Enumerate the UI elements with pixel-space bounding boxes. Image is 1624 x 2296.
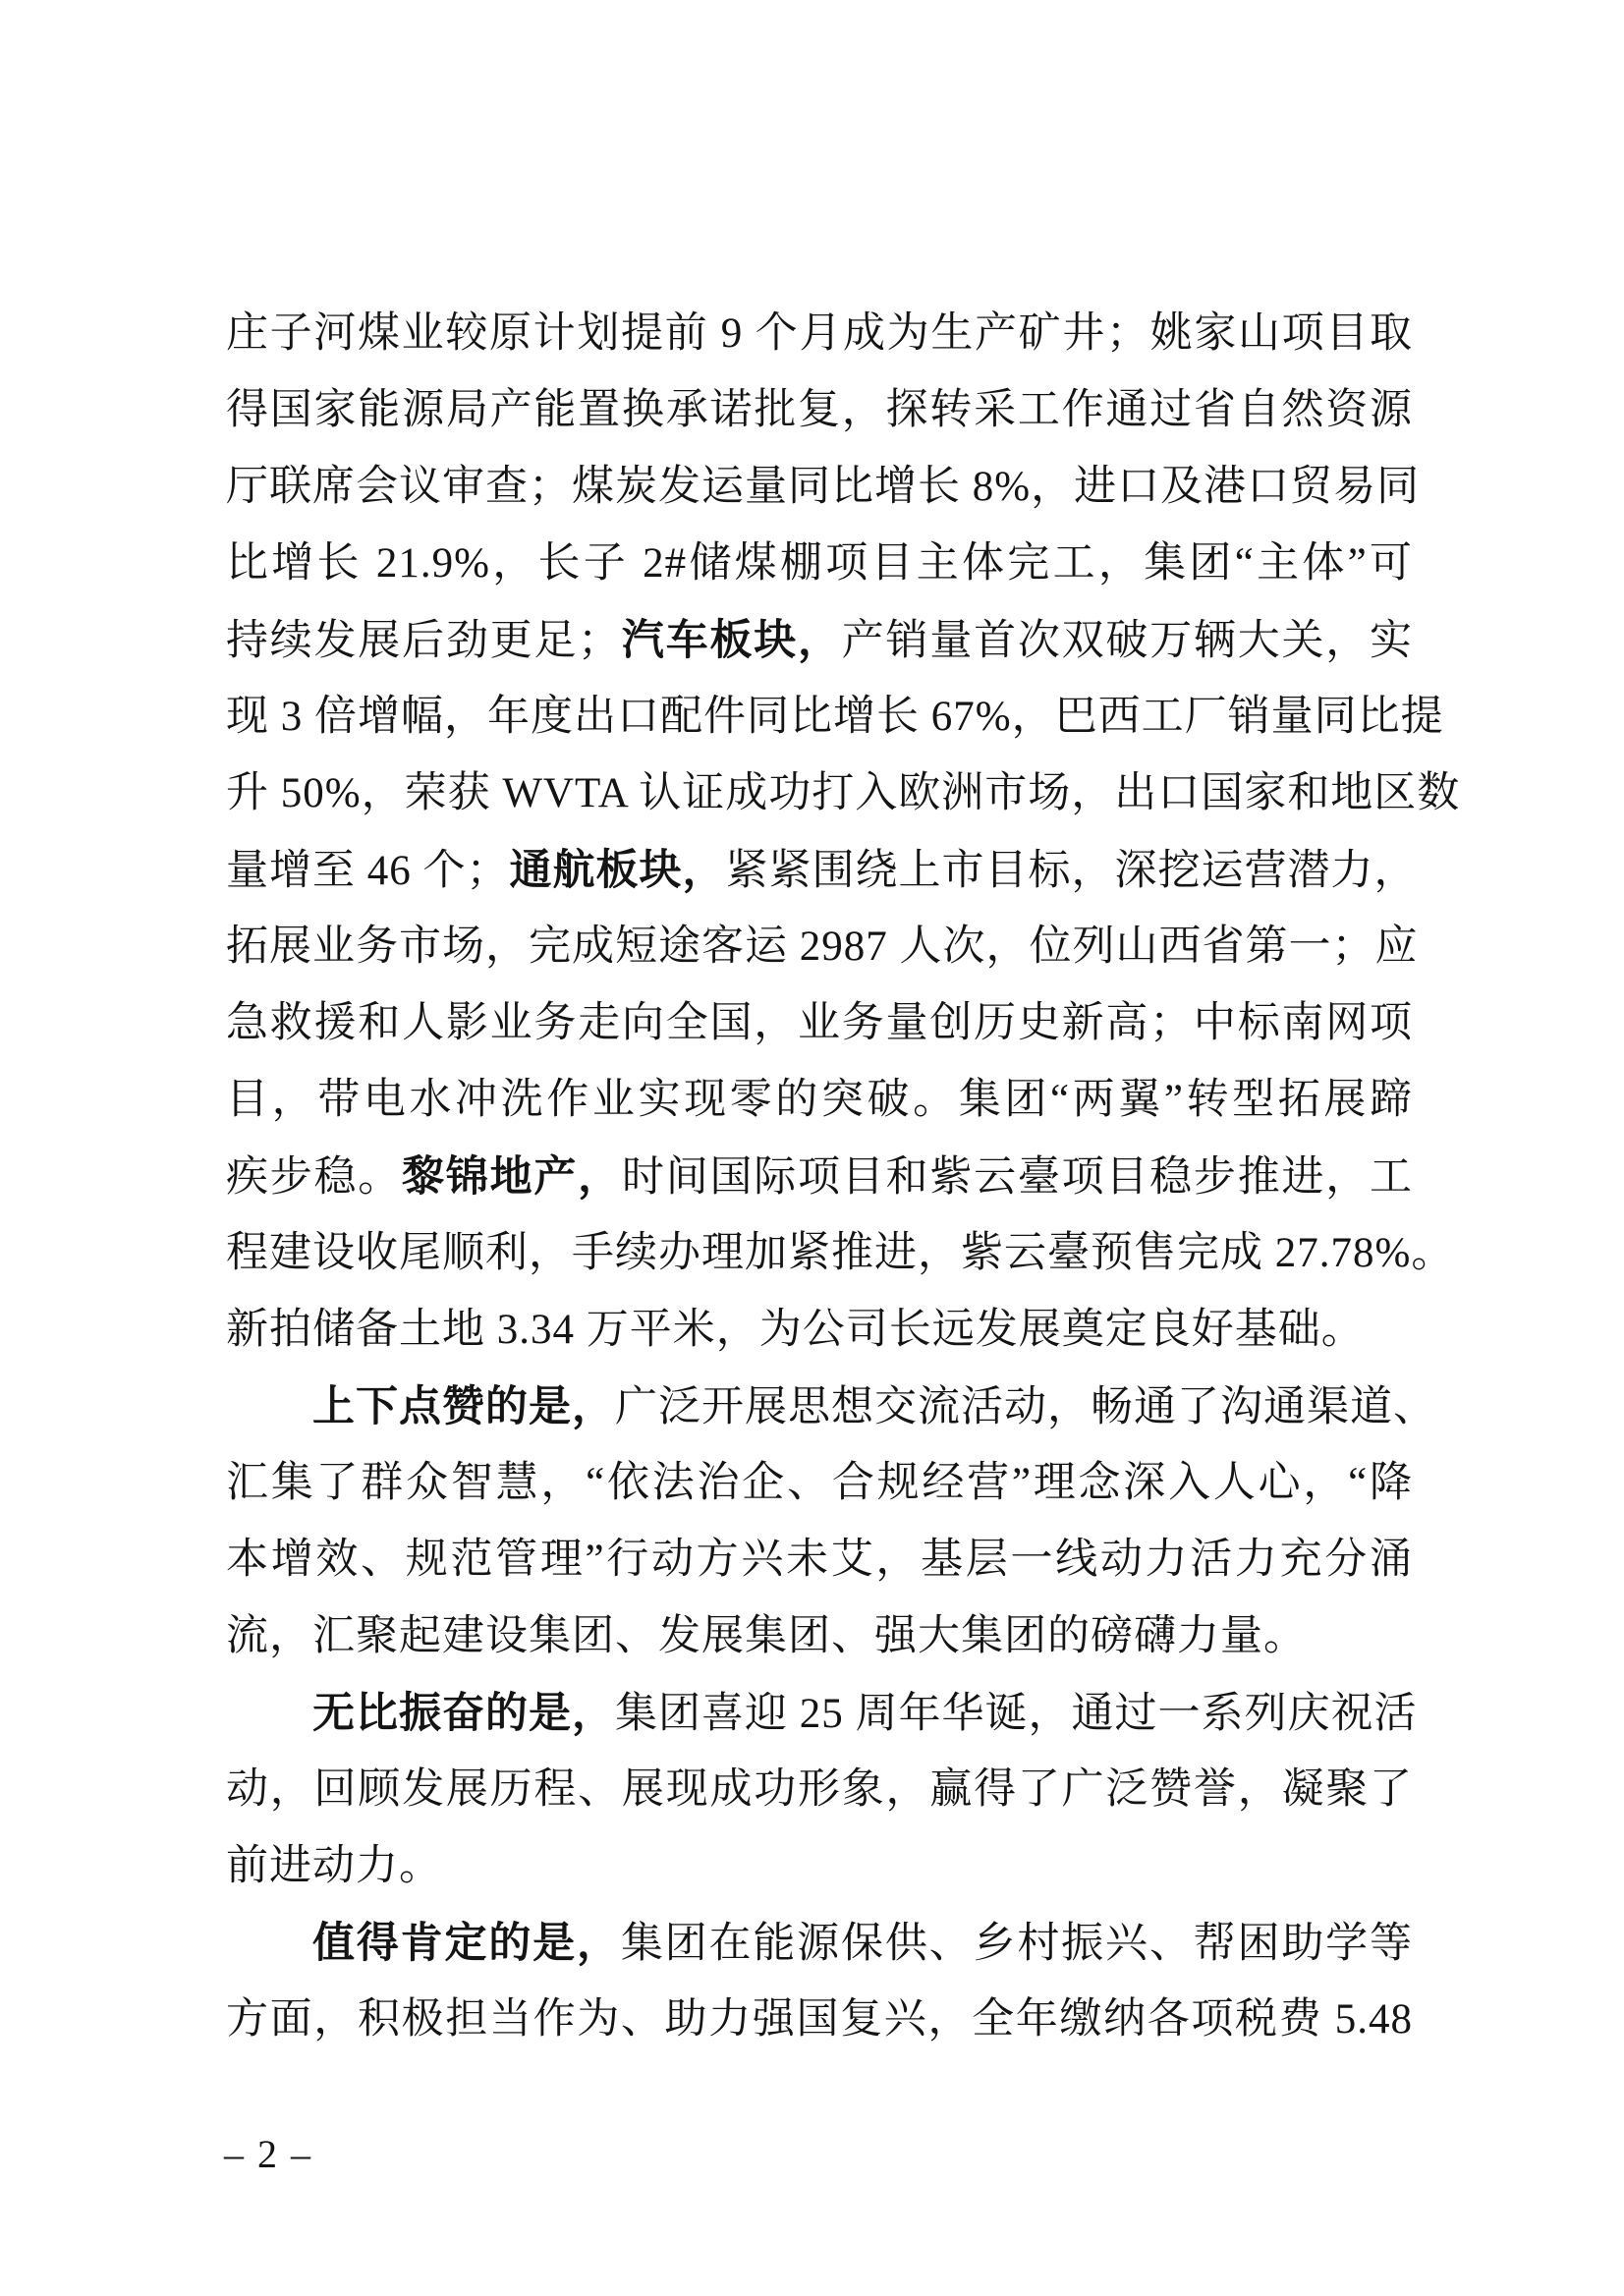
text-segment: 得国家能源局产能置换承诺批复，探转采工作通过省自然资源 bbox=[226, 387, 1413, 433]
text-segment: 产销量首次双破万辆大关，实 bbox=[841, 618, 1414, 664]
text-segment: 本增效、规范管理”行动方兴未艾，基层一线动力活力充分涌 bbox=[226, 1537, 1413, 1583]
text-line bbox=[226, 1062, 1413, 1139]
text-line bbox=[226, 1675, 1418, 1752]
text-line bbox=[226, 1982, 1413, 2058]
text-line bbox=[226, 526, 1413, 602]
text-line bbox=[226, 756, 1461, 832]
text-line bbox=[226, 1139, 1413, 1215]
bold-text-segment: 通航板块， bbox=[509, 847, 726, 894]
text-segment: 紧紧围绕上市目标，深挖运营潜力， bbox=[725, 848, 1418, 894]
text-segment: 升 50%，荣获 WVTA 认证成功打入欧洲市场，出口国家和地区数 bbox=[226, 770, 1461, 816]
text-line bbox=[226, 832, 1418, 909]
text-segment: 汇集了群众智慧，“依法治企、合规经营”理念深入人心，“降 bbox=[226, 1460, 1413, 1506]
text-segment: 集团喜迎 25 周年华诞，通过一系列庆祝活 bbox=[615, 1691, 1418, 1737]
text-line bbox=[226, 985, 1413, 1062]
text-line bbox=[226, 1369, 1436, 1445]
text-segment: 广泛开展思想交流活动，畅通了沟通渠道、 bbox=[615, 1384, 1436, 1430]
page-number: – 2 – bbox=[224, 2132, 312, 2176]
text-segment: 庄子河煤业较原计划提前 9 个月成为生产矿井；姚家山项目取 bbox=[226, 310, 1413, 357]
text-segment: 现 3 倍增幅，年度出口配件同比增长 67%，巴西工厂销量同比提 bbox=[226, 694, 1444, 740]
paragraph bbox=[226, 296, 1461, 1369]
text-segment: 量增至 46 个； bbox=[226, 848, 510, 894]
text-segment: 厅联席会议审查；煤炭发运量同比增长 8%，进口及港口贸易同 bbox=[226, 464, 1421, 510]
text-segment: 拓展业务市场，完成短途客运 2987 人次，位列山西省第一；应 bbox=[226, 924, 1419, 970]
paragraph bbox=[226, 1675, 1418, 1905]
paragraph bbox=[226, 1905, 1413, 2058]
text-line bbox=[226, 679, 1444, 756]
text-segment: 时间国际项目和紫云臺项目稳步推进，工 bbox=[621, 1154, 1414, 1201]
text-segment: 方面，积极担当作为、助力强国复兴，全年缴纳各项税费 5.48 bbox=[226, 1996, 1413, 2043]
document-body bbox=[226, 296, 1461, 2058]
paragraph bbox=[226, 1369, 1436, 1675]
text-segment: 急救援和人影业务走向全国，业务量创历史新高；中标南网项 bbox=[226, 1000, 1413, 1046]
text-segment: 前进动力。 bbox=[226, 1843, 442, 1889]
text-line bbox=[226, 1445, 1413, 1522]
text-segment: 动，回顾发展历程、展现成功形象，赢得了广泛赞誉，凝聚了 bbox=[226, 1766, 1413, 1813]
text-line bbox=[226, 909, 1419, 985]
text-line bbox=[226, 449, 1421, 526]
bold-text-segment: 黎锦地产， bbox=[402, 1153, 622, 1201]
text-segment: 目，带电水冲洗作业实现零的突破。集团“两翼”转型拓展蹄 bbox=[226, 1077, 1413, 1123]
text-segment: 新拍储备土地 3.34 万平米，为公司长远发展奠定良好基础。 bbox=[226, 1307, 1365, 1353]
text-line bbox=[226, 1522, 1413, 1598]
text-segment: 持续发展后劲更足； bbox=[226, 618, 622, 664]
text-line bbox=[226, 372, 1413, 449]
bold-text-segment: 汽车板块， bbox=[621, 617, 842, 664]
bold-text-segment: 上下点赞的是， bbox=[312, 1383, 615, 1430]
text-line bbox=[226, 1828, 1413, 1905]
text-line bbox=[226, 602, 1413, 679]
text-segment: 程建设收尾顺利，手续办理加紧推进，紫云臺预售完成 27.78%。 bbox=[226, 1230, 1455, 1276]
text-line bbox=[226, 1905, 1413, 1982]
text-segment: 流，汇聚起建设集团、发展集团、强大集团的磅礴力量。 bbox=[226, 1613, 1307, 1659]
text-line bbox=[226, 1215, 1455, 1292]
text-segment: 集团在能源保供、乡村振兴、帮困助学等 bbox=[620, 1921, 1414, 1967]
text-segment: 比增长 21.9%，长子 2#储煤棚项目主体完工，集团“主体”可 bbox=[226, 540, 1413, 587]
bold-text-segment: 值得肯定的是， bbox=[312, 1920, 621, 1967]
text-line bbox=[226, 296, 1413, 372]
text-line bbox=[226, 1752, 1413, 1828]
bold-text-segment: 无比振奋的是， bbox=[312, 1690, 615, 1737]
text-line bbox=[226, 1292, 1413, 1369]
text-segment: 疾步稳。 bbox=[226, 1154, 403, 1201]
text-line bbox=[226, 1598, 1413, 1675]
